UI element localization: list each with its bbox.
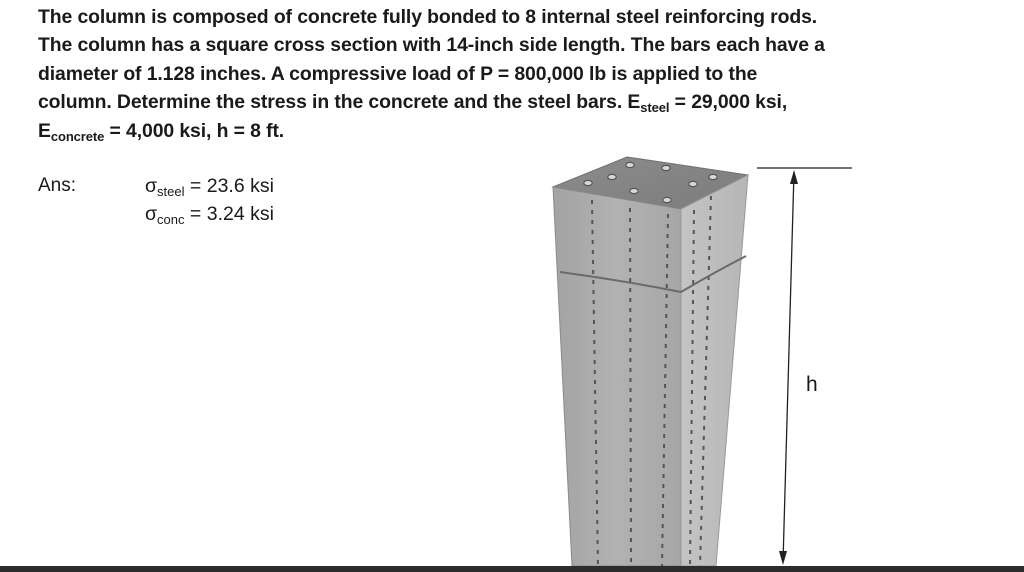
answer-label: Ans: — [38, 175, 77, 196]
problem-line-3: diameter of 1.128 inches. A compressive load of P = 800,000 lb is applied to the — [38, 62, 758, 85]
rebar-end — [630, 188, 638, 193]
rebar-end — [662, 165, 670, 170]
dimension-arrowhead-bottom — [779, 551, 787, 565]
rebar-end — [663, 197, 671, 202]
problem-line-4-text: column. Determine the stress in the concrete and the steel bars. E — [38, 91, 641, 114]
e-steel-value: = 29,000 ksi, — [669, 91, 788, 114]
dimension-arrow-line — [783, 172, 794, 562]
rebar-end — [608, 174, 616, 179]
e-concrete-symbol: E — [38, 119, 51, 142]
column-right-face — [681, 175, 748, 566]
steel-stress-value: = 23.6 ksi — [184, 175, 274, 197]
rebar-end — [626, 162, 634, 167]
problem-line-1: The column is composed of concrete fully bonded to 8 internal steel reinforcing rods. — [38, 6, 818, 28]
e-concrete-value: = 4,000 ksi, h = 8 ft. — [104, 119, 285, 142]
rebar-end — [584, 180, 592, 185]
problem-line-2: The column has a square cross section with 14-inch side length. The bars each have a — [38, 34, 825, 57]
conc-subscript: conc — [157, 212, 185, 227]
e-steel-subscript: steel — [640, 100, 670, 116]
sigma-symbol: σ — [145, 203, 158, 225]
column-front-face — [553, 187, 681, 566]
dimension-arrowhead-top — [790, 170, 798, 184]
height-label: h — [806, 373, 818, 396]
rebar-end — [709, 174, 717, 179]
steel-subscript: steel — [157, 184, 185, 199]
concrete-stress-value: = 3.24 ksi — [184, 203, 274, 225]
rebar-end — [689, 181, 697, 186]
sigma-symbol: σ — [145, 175, 158, 197]
bottom-bar — [0, 566, 1024, 572]
e-concrete-subscript: concrete — [50, 128, 105, 144]
